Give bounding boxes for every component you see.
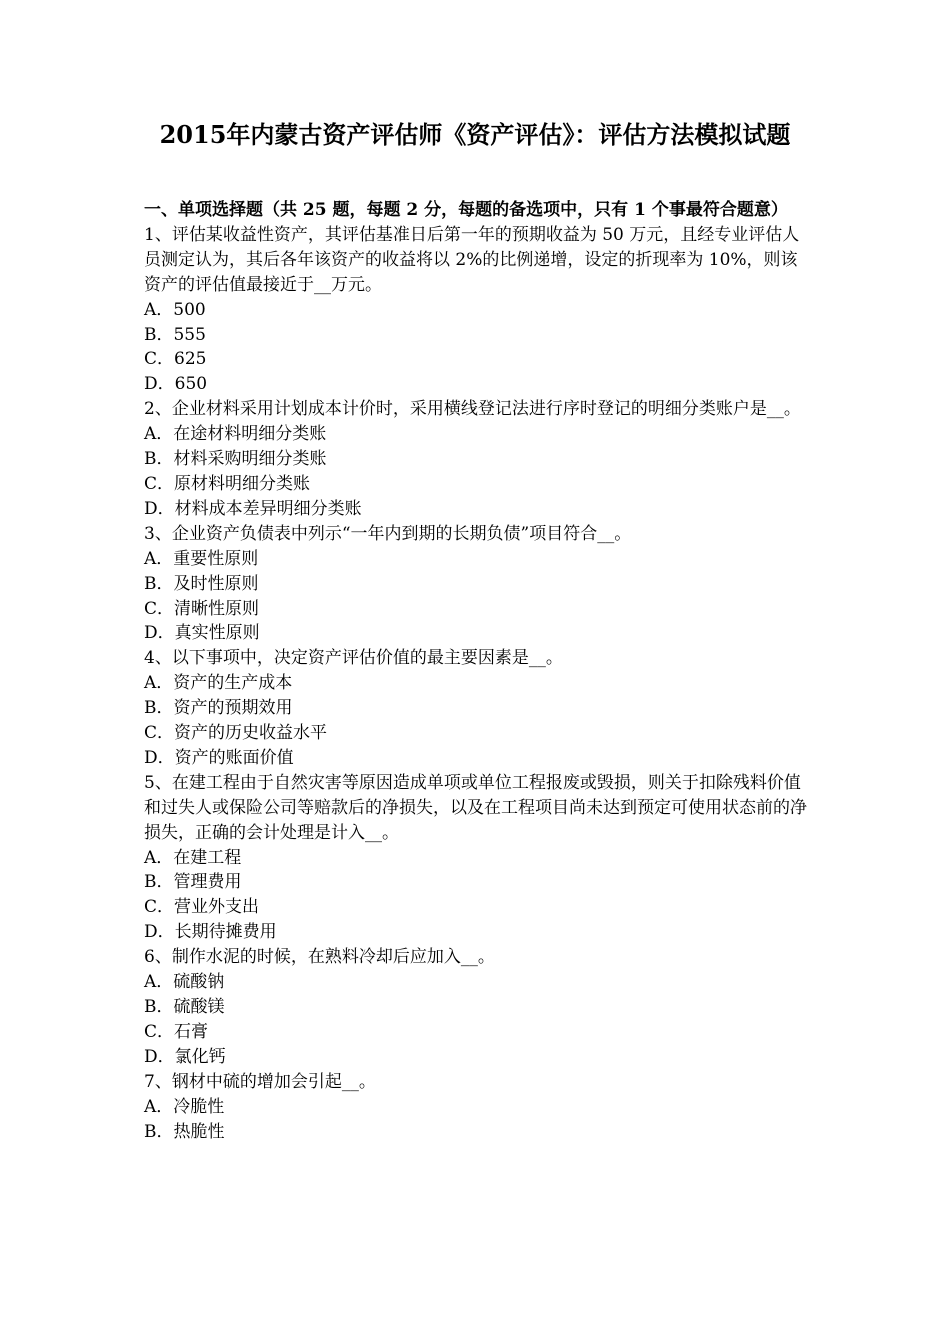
question-3 xyxy=(144,522,808,647)
option-a: A．在途材料明细分类账 xyxy=(144,424,327,445)
question-text: 5、在建工程由于自然灾害等原因造成单项或单位工程报废或毁损，则关于扣除残料价值和过失人或保险公司等赔款后的净损失，以及在工程项目尚未达到预定可使用状态前的净损失，正确的会计处理是计入__。 xyxy=(144,772,807,843)
option-d: D．材料成本差异明细分类账 xyxy=(144,498,362,519)
option-d: D．长期待摊费用 xyxy=(144,922,277,943)
option-d: D．氯化钙 xyxy=(144,1046,226,1067)
option-b: B．热脆性 xyxy=(144,1121,225,1142)
option-a: A．资产的生产成本 xyxy=(144,673,293,694)
option-b: B．硫酸镁 xyxy=(144,997,225,1017)
option-a: A．冷脆性 xyxy=(144,1096,225,1117)
option-c: C．原材料明细分类账 xyxy=(144,473,311,494)
option-d: D．650 xyxy=(144,374,208,395)
option-c: C．清晰性原则 xyxy=(144,598,260,619)
question-2 xyxy=(144,397,808,522)
question-6 xyxy=(144,945,808,1070)
option-b: B．材料采购明细分类账 xyxy=(144,449,327,470)
option-b: B．管理费用 xyxy=(144,872,242,893)
option-c: C．625 xyxy=(144,349,207,370)
option-b: B．555 xyxy=(144,324,206,345)
question-text: 4、以下事项中，决定资产评估价值的最主要因素是__。 xyxy=(144,648,563,669)
option-a: A．硫酸钠 xyxy=(144,972,225,993)
option-b: B．及时性原则 xyxy=(144,573,259,594)
question-text: 7、钢材中硫的增加会引起__。 xyxy=(144,1071,376,1092)
section-heading: 一、单项选择题（共 25 题，每题 2 分，每题的备选项中，只有 1 个事最符合题意） xyxy=(144,200,788,220)
question-7 xyxy=(144,1070,808,1145)
document-title: 2015年内蒙古资产评估师《资产评估》：评估方法模拟试题 xyxy=(159,120,791,149)
question-text: 3、企业资产负债表中列示“一年内到期的长期负债”项目符合__。 xyxy=(144,523,632,544)
option-a: A．在建工程 xyxy=(144,847,242,868)
question-4 xyxy=(144,646,808,771)
option-c: C．石膏 xyxy=(144,1021,209,1042)
option-d: D．资产的账面价值 xyxy=(144,747,294,768)
question-text: 6、制作水泥的时候，在熟料冷却后应加入__。 xyxy=(144,947,495,968)
option-c: C．资产的历史收益水平 xyxy=(144,723,328,744)
option-c: C．营业外支出 xyxy=(144,897,260,918)
question-text: 1、评估某收益性资产，其评估基准日后第一年的预期收益为 50 万元，且经专业评估人员测定认为，其后各年该资产的收益将以 2%的比例递增，设定的折现率为 10%，则该资产的评估值最接近于__万元。 xyxy=(144,224,800,295)
option-a: A．重要性原则 xyxy=(144,548,259,569)
question-5 xyxy=(144,771,808,945)
question-text: 2、企业材料采用计划成本计价时，采用横线登记法进行序时登记的明细分类账户是__。 xyxy=(144,399,801,420)
question-1 xyxy=(144,223,808,397)
option-a: A．500 xyxy=(144,299,206,320)
option-b: B．资产的预期效用 xyxy=(144,698,293,719)
document-body xyxy=(144,198,808,1144)
option-d: D．真实性原则 xyxy=(144,623,260,644)
